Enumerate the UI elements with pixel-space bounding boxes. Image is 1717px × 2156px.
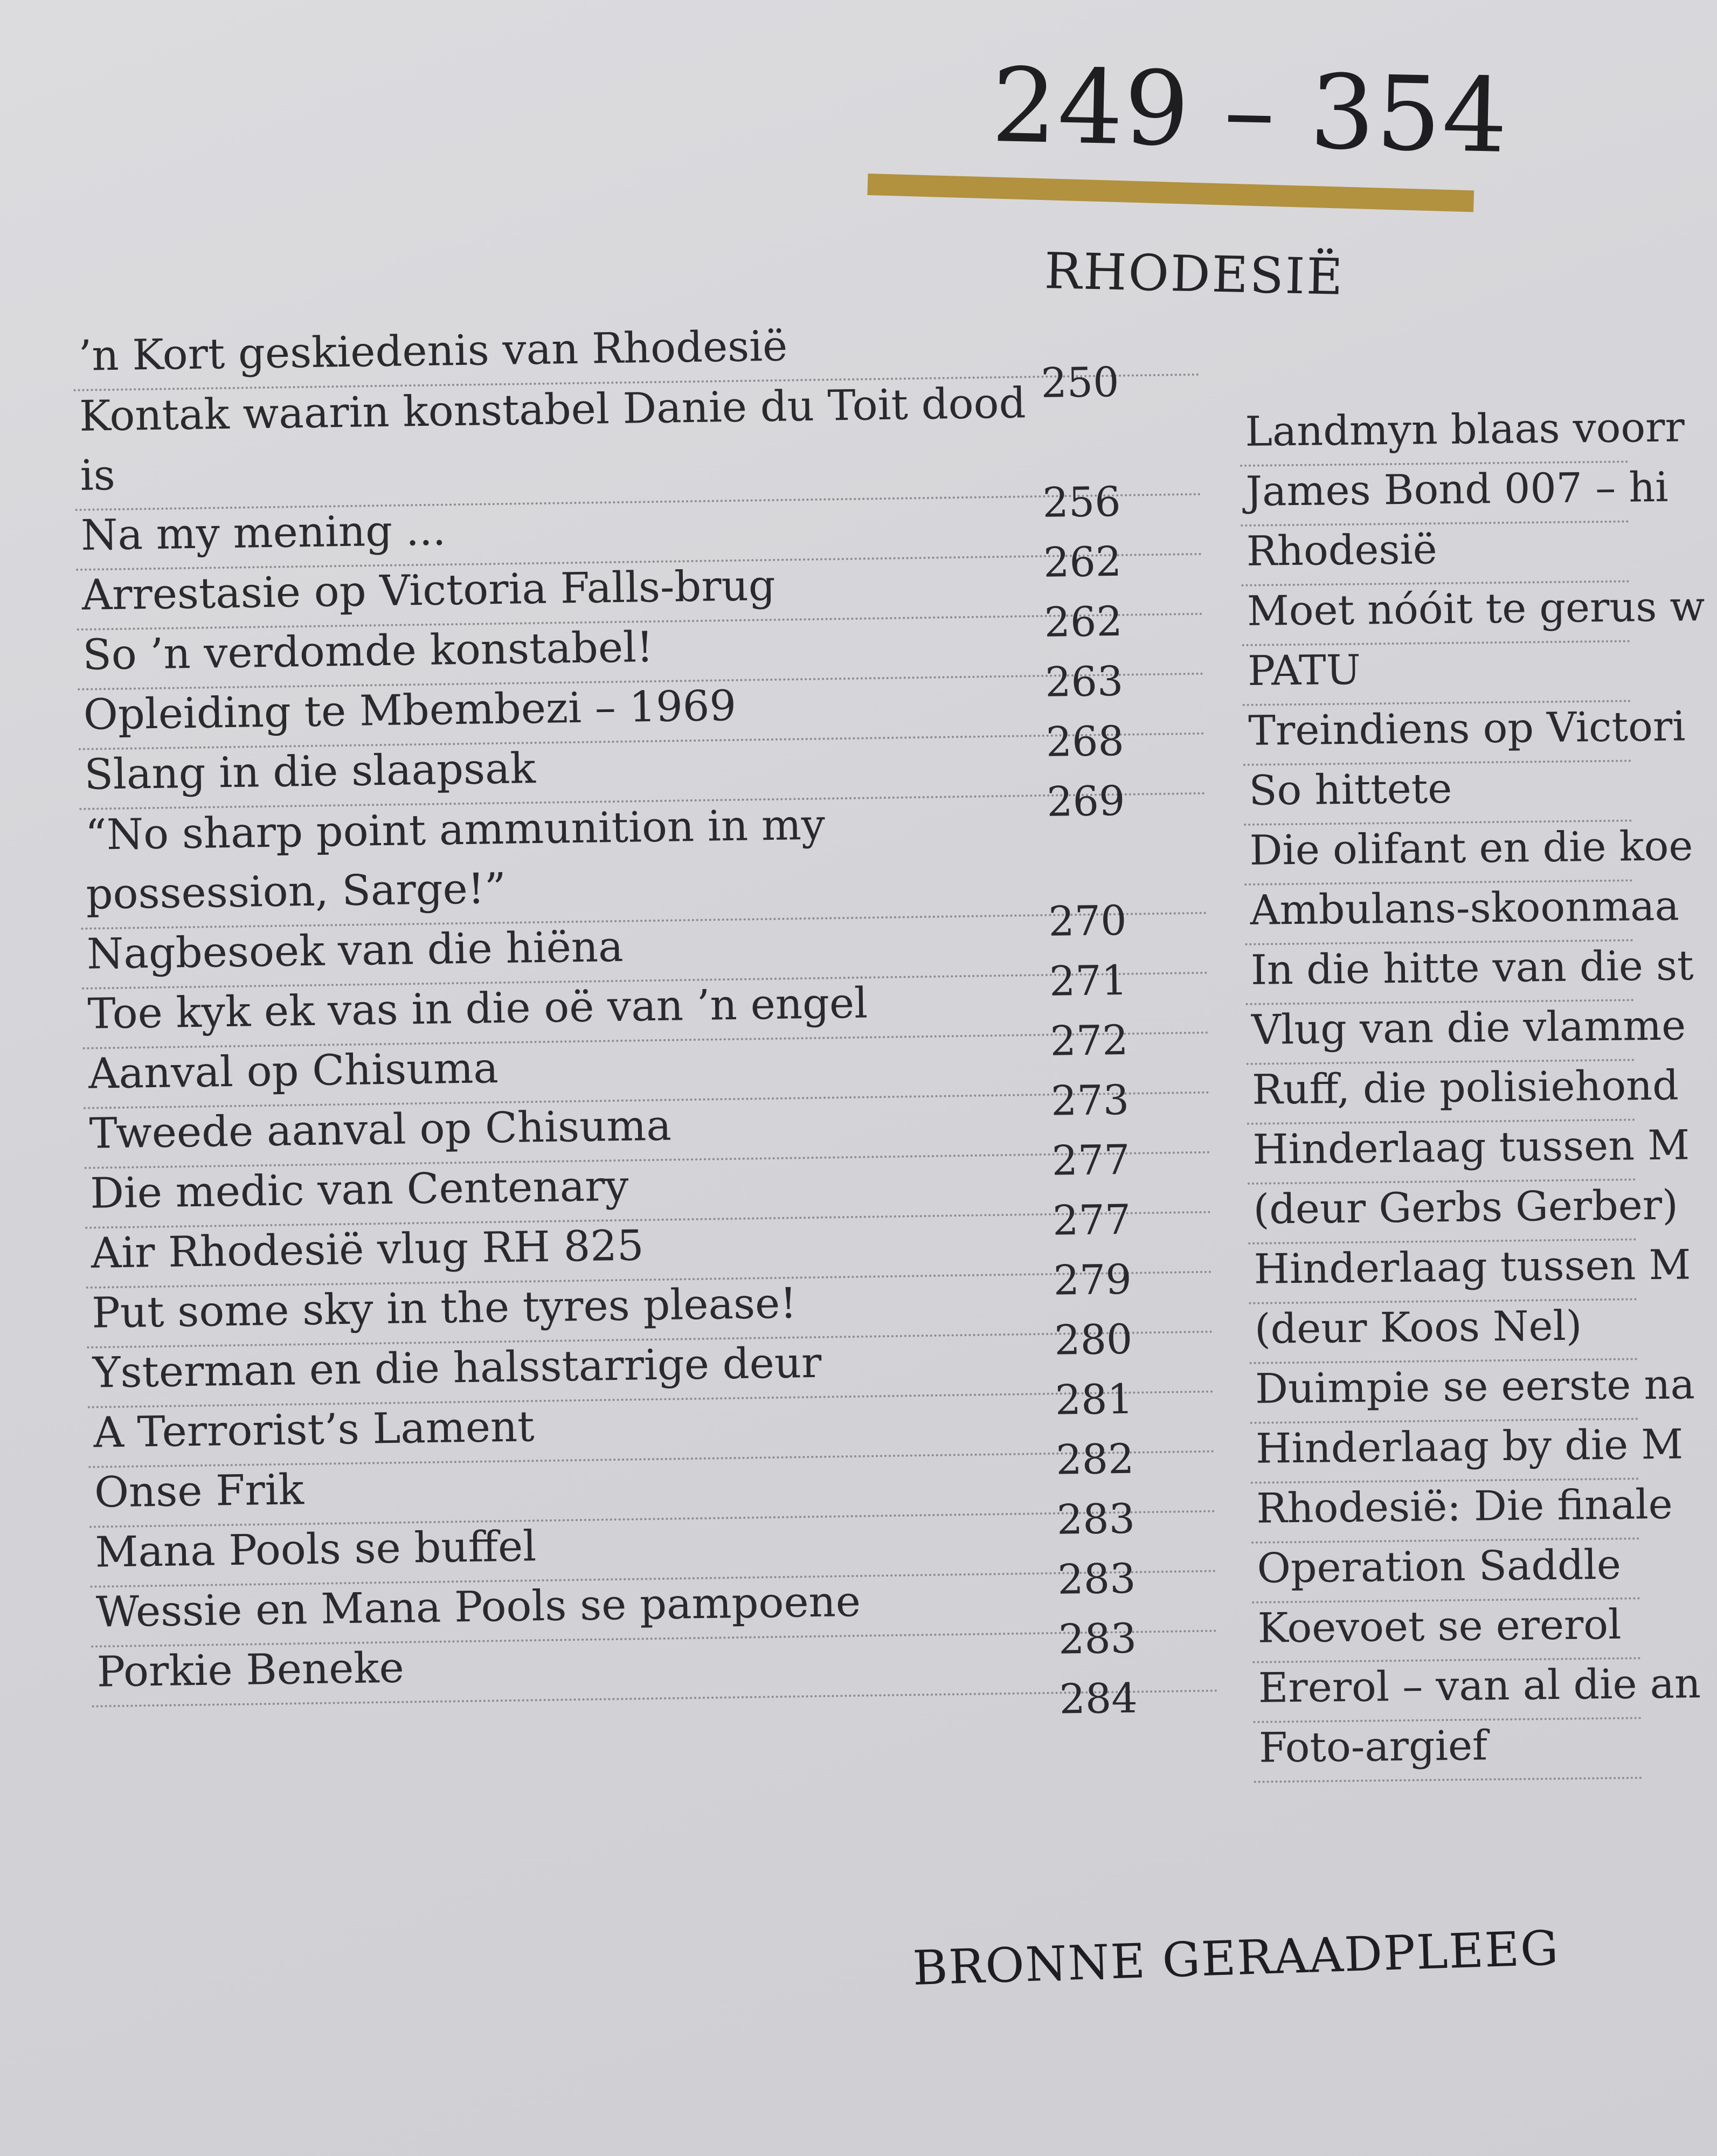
toc-entry-title: Ruff, die polisiehond [1251, 1061, 1679, 1114]
toc-entry-title: Onse Frik [94, 1466, 304, 1517]
toc-entry [1250, 1360, 1695, 1424]
toc-entry [1242, 642, 1631, 706]
toc-entry-page: 283 [1056, 1494, 1136, 1544]
toc-entry-page: 250 [1040, 357, 1120, 407]
toc-entry-title: Porkie Beneke [96, 1643, 405, 1697]
toc-entry-page: 263 [1044, 657, 1124, 706]
toc-entry-title: “No sharp point ammunition in my possession, Sarge!” [85, 800, 826, 919]
toc-entry-title: James Bond 007 – hi [1245, 462, 1669, 515]
toc-entry [74, 376, 1202, 527]
toc-entry-title: So hittete [1248, 764, 1452, 814]
toc-entry-page: 280 [1054, 1315, 1133, 1364]
toc-entry-title: Moet nóóit te gerus w [1247, 582, 1705, 635]
toc-entry-page: 270 [1048, 896, 1127, 945]
toc-entry-page: 268 [1046, 716, 1125, 766]
toc-entry-page: 272 [1049, 1015, 1129, 1065]
toc-entry-title: (deur Gerbs Gerber) [1253, 1180, 1679, 1233]
toc-entry-title: Tweede aanval op Chisuma [89, 1101, 672, 1158]
sources-heading: BRONNE GERAADPLEEG [912, 1920, 1560, 1996]
toc-entry-title: Koevoet se ererol [1257, 1600, 1622, 1652]
toc-entry-title: Arrestasie op Victoria Falls-brug [81, 561, 776, 620]
toc-entry-page: 277 [1052, 1195, 1131, 1245]
toc-entry-page: 282 [1055, 1434, 1135, 1484]
toc-entry-title: Die olifant en die koe [1249, 821, 1693, 874]
toc-entry-title: (deur Koos Nel) [1254, 1301, 1582, 1353]
toc-entry [1247, 1121, 1690, 1185]
toc-entry-title: Operation Saddle [1257, 1540, 1622, 1592]
toc-entry-title: A Terrorist’s Lament [93, 1402, 535, 1457]
toc-entry [1251, 1539, 1640, 1604]
toc-right-column [1240, 403, 1705, 1782]
toc-entry-page: 262 [1043, 537, 1122, 586]
toc-entry [1249, 1300, 1637, 1364]
toc-entry [1244, 881, 1680, 945]
toc-entry-title: Mana Pools se buffel [95, 1522, 537, 1577]
toc-entry-title: Opleiding te Mbembezi – 1969 [83, 681, 737, 740]
toc-entry-title: In die hitte van die st [1250, 941, 1694, 994]
toc-entry [1243, 762, 1632, 826]
toc-entry-page: 262 [1044, 597, 1123, 646]
toc-entry [1241, 522, 1629, 586]
toc-entry-title: Foto-argief [1258, 1721, 1488, 1772]
toc-entry-title: Hinderlaag by die M [1255, 1420, 1684, 1473]
toc-entry [1247, 1061, 1679, 1125]
section-title: RHODESIË [1043, 242, 1345, 306]
toc-entry-page: 256 [1042, 477, 1121, 527]
toc-entry-title: Die medic van Centenary [89, 1162, 629, 1218]
toc-entry-title: Rhodesië: Die finale [1256, 1480, 1673, 1532]
toc-entry-title: Air Rhodesië vlug RH 825 [91, 1221, 645, 1278]
toc-entry [1251, 1480, 1673, 1544]
toc-entry-title: Ambulans-skoonmaa [1250, 881, 1680, 934]
toc-entry [1252, 1659, 1701, 1723]
toc-entry-title: Landmyn blaas voorr [1245, 403, 1685, 455]
toc-entry [1244, 821, 1693, 886]
toc-entry-page: 277 [1051, 1135, 1131, 1185]
toc-entry-title: Slang in die slaapsak [84, 744, 536, 799]
toc-entry-title: Wessie en Mana Pools se pampoene [95, 1577, 861, 1637]
toc-entry [1240, 403, 1685, 467]
toc-entry-title: Rhodesië [1246, 525, 1438, 575]
toc-entry [79, 794, 1207, 945]
toc-entry-page: 271 [1049, 956, 1128, 1005]
toc-entry-page: 283 [1058, 1614, 1137, 1663]
gold-divider-bar [867, 174, 1474, 212]
toc-entry-page: 283 [1057, 1554, 1137, 1604]
toc-entry-title: Hinderlaag tussen M [1252, 1121, 1690, 1173]
toc-entry [1248, 1180, 1679, 1245]
toc-entry-title: Ysterman en die halsstarrige deur [92, 1338, 822, 1398]
page-range-heading: 249 – 354 [990, 45, 1510, 176]
toc-left-column [73, 316, 1218, 1723]
toc-entry-title: Ererol – van al die an [1258, 1659, 1701, 1712]
toc-entry-title: Vlug van die vlamme [1251, 1001, 1686, 1054]
toc-entry [1241, 582, 1705, 646]
toc-entry-page: 281 [1055, 1374, 1134, 1424]
toc-entry-title: Toe kyk ek vas in die oë van ’n engel [87, 979, 868, 1039]
toc-entry [91, 1632, 1218, 1723]
toc-entry-title: Aanval op Chisuma [88, 1044, 499, 1098]
toc-entry-title: Treindiens op Victori [1248, 702, 1686, 755]
toc-entry-page: 284 [1058, 1674, 1138, 1723]
toc-entry [1240, 462, 1669, 527]
toc-entry [1245, 941, 1694, 1005]
toc-entry-title: Hinderlaag tussen M [1254, 1240, 1691, 1293]
toc-entry [1248, 1240, 1691, 1304]
toc-entry [1254, 1719, 1642, 1783]
toc-entry-page: 273 [1050, 1075, 1130, 1125]
toc-entry-page: 279 [1053, 1255, 1132, 1304]
toc-entry [1246, 1001, 1686, 1065]
toc-entry-title: Na my mening ... [80, 506, 446, 560]
toc-entry-title: So ’n verdomde konstabel! [82, 623, 654, 680]
toc-entry-title: Duimpie se eerste na [1255, 1360, 1695, 1413]
toc-entry [1250, 1420, 1684, 1484]
toc-entry-title: ’n Kort geskiedenis van Rhodesië [78, 322, 788, 381]
toc-entry-title: Put some sky in the tyres please! [91, 1279, 798, 1338]
toc-entry [1252, 1599, 1640, 1663]
toc-entry-title: PATU [1247, 645, 1361, 695]
toc-entry [1243, 702, 1686, 766]
toc-entry-title: Nagbesoek van die hiëna [86, 922, 624, 979]
toc-entry-title: Kontak waarin konstabel Danie du Toit dood is [79, 379, 1027, 500]
toc-entry-page: 269 [1046, 776, 1125, 826]
